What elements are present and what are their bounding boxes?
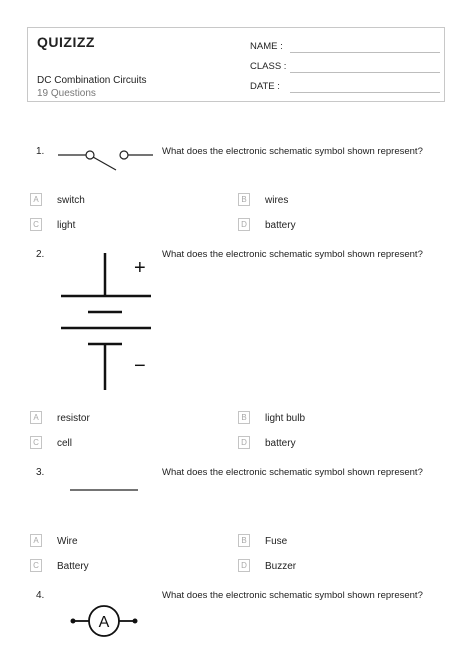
- option-text: resistor: [57, 413, 90, 424]
- question-text: What does the electronic schematic symbol shown represent?: [162, 467, 423, 478]
- question-number: 1.: [36, 146, 45, 157]
- name-field[interactable]: [250, 41, 283, 52]
- quizizz-logo: QUIZIZZ: [37, 34, 95, 50]
- option-text: switch: [57, 195, 85, 206]
- option-letter: B: [238, 411, 250, 424]
- question-number: 2.: [36, 249, 45, 260]
- meter-letter: A: [98, 614, 110, 631]
- question-text: What does the electronic schematic symbol shown represent?: [162, 249, 423, 260]
- option-letter: B: [238, 534, 250, 547]
- class-line: [290, 72, 440, 73]
- worksheet-title: DC Combination Circuits: [37, 75, 147, 86]
- option-letter: D: [238, 218, 250, 231]
- option-letter: B: [238, 193, 250, 206]
- worksheet-header: [27, 27, 445, 102]
- option-text: wires: [265, 195, 289, 206]
- option-text: light bulb: [265, 413, 306, 424]
- option-text: battery: [265, 438, 296, 449]
- date-line: [290, 92, 440, 93]
- name-label: NAME :: [250, 41, 283, 52]
- option-text: Fuse: [265, 536, 288, 547]
- option-text: Wire: [57, 536, 78, 547]
- wire-symbol-icon: [70, 486, 140, 494]
- option-text: cell: [57, 438, 73, 449]
- question-number: 3.: [36, 467, 45, 478]
- question-text: What does the electronic schematic symbol shown represent?: [162, 146, 423, 157]
- option-text: light: [57, 220, 76, 231]
- option-text: Buzzer: [265, 561, 297, 572]
- option-letter: D: [238, 436, 250, 449]
- question-text: What does the electronic schematic symbol shown represent?: [162, 590, 423, 601]
- option-letter: A: [30, 534, 42, 547]
- question-count: 19 Questions: [37, 88, 96, 99]
- date-label: DATE :: [250, 81, 280, 92]
- minus-sign: −: [134, 355, 146, 377]
- battery-symbol-icon: [58, 250, 158, 392]
- switch-symbol-icon: [58, 144, 153, 172]
- class-label: CLASS :: [250, 61, 287, 72]
- name-line: [290, 52, 440, 53]
- option-letter: A: [30, 411, 42, 424]
- question-number: 4.: [36, 590, 45, 601]
- option-letter: C: [30, 559, 42, 572]
- option-letter: C: [30, 218, 42, 231]
- option-letter: C: [30, 436, 42, 449]
- option-letter: A: [30, 193, 42, 206]
- plus-sign: +: [134, 257, 146, 279]
- option-letter: D: [238, 559, 250, 572]
- option-text: Battery: [57, 561, 89, 572]
- option-text: battery: [265, 220, 296, 231]
- ammeter-symbol-icon: [70, 603, 140, 639]
- date-field[interactable]: [250, 81, 280, 92]
- class-field[interactable]: [250, 61, 286, 72]
